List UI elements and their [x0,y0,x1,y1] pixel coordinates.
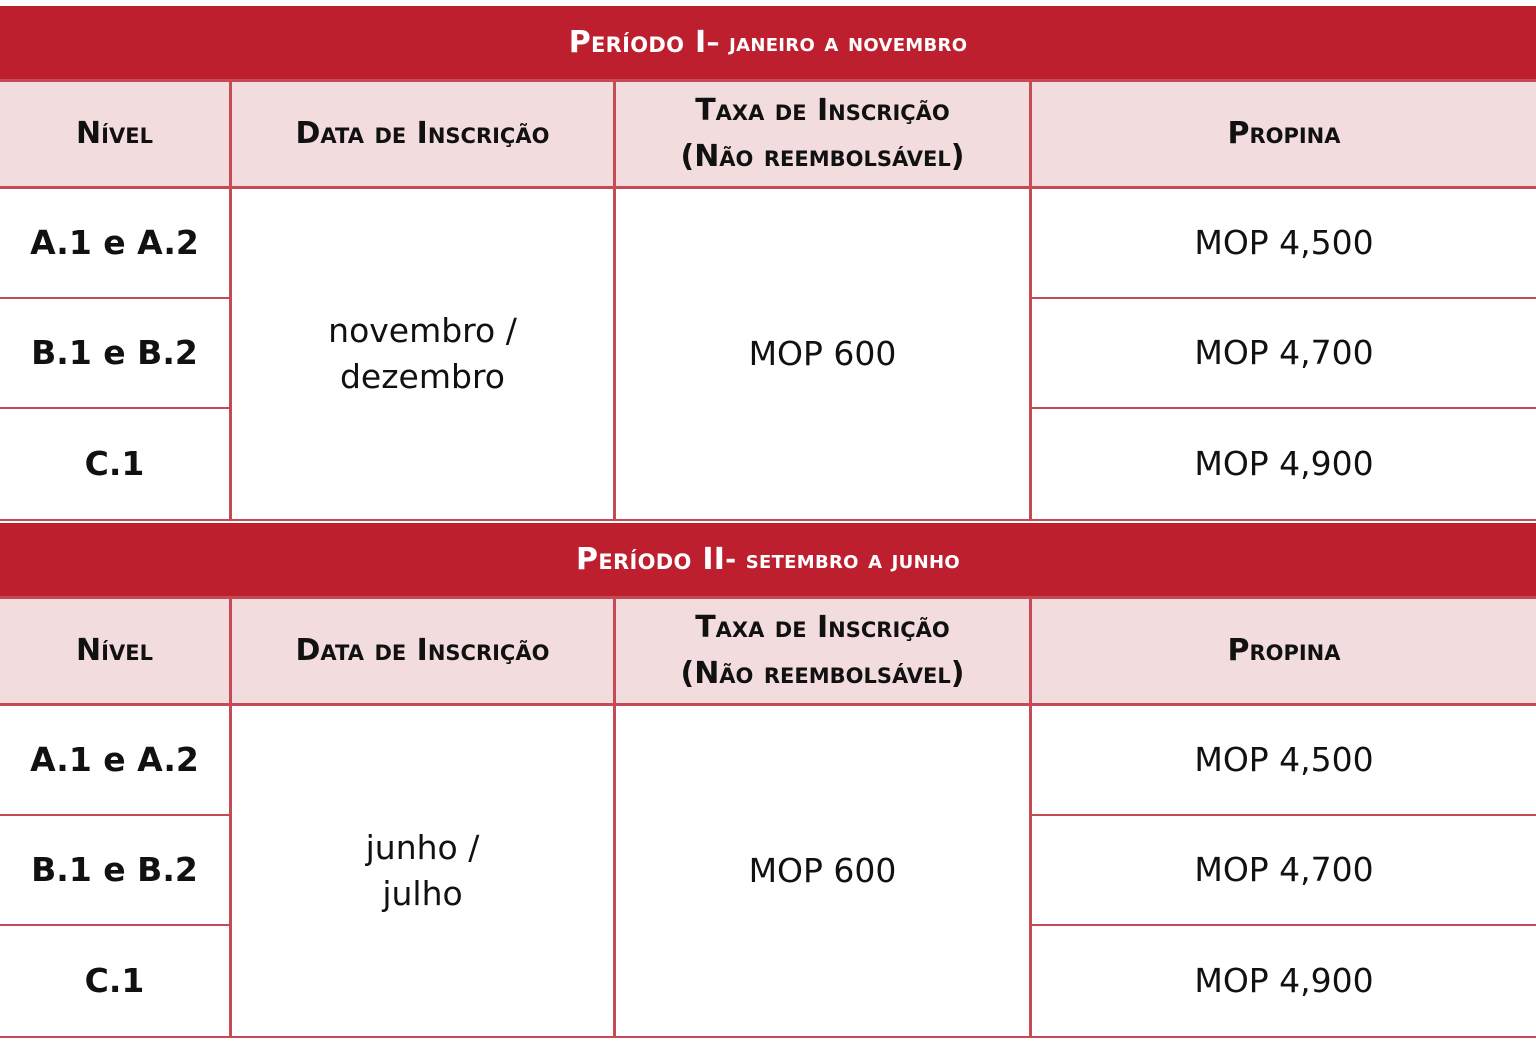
level-cell: C.1 [0,926,229,1036]
level-cell: C.1 [0,409,229,519]
price-cell: MOP 4,900 [1029,926,1536,1036]
header-nivel: Nível [0,79,229,189]
price-cell: MOP 4,500 [1029,189,1536,299]
registration-date-line1: novembro / [328,311,517,350]
price-cell: MOP 4,700 [1029,299,1536,409]
price-cell: MOP 4,500 [1029,706,1536,816]
period-2-table [0,523,1536,1038]
registration-date-line2: julho [382,874,463,913]
registration-fee-cell: MOP 600 [613,706,1029,1036]
header-taxa-line1: Taxa de Inscrição [695,610,950,645]
period-1-banner [0,6,1536,79]
header-taxa-line1: Taxa de Inscrição [695,93,950,128]
header-propina: Propina [1029,596,1536,706]
level-cell: A.1 e A.2 [0,189,229,299]
registration-date-cell [229,706,613,1036]
registration-date-line1: junho / [365,828,480,867]
period-1-table [0,6,1536,521]
level-cell: B.1 e B.2 [0,299,229,409]
period-2-title-main: Período II [576,542,726,577]
period-2-grid [0,596,1536,1038]
period-2-banner [0,523,1536,596]
level-cell: B.1 e B.2 [0,816,229,926]
registration-fee-cell: MOP 600 [613,189,1029,519]
period-1-title-rest: – janeiro a novembro [706,27,968,58]
header-taxa-inscricao [613,596,1029,706]
period-1-grid [0,79,1536,521]
header-propina: Propina [1029,79,1536,189]
period-2-title-rest: - setembro a junho [725,544,960,575]
header-data-inscricao: Data de Inscrição [229,79,613,189]
registration-date-cell [229,189,613,519]
header-data-inscricao: Data de Inscrição [229,596,613,706]
period-1-title-main: Período I [568,25,707,60]
header-taxa-line2: (Não reembolsável) [680,656,965,691]
level-cell: A.1 e A.2 [0,706,229,816]
registration-date-line2: dezembro [339,357,505,396]
header-taxa-inscricao [613,79,1029,189]
price-cell: MOP 4,900 [1029,409,1536,519]
header-nivel: Nível [0,596,229,706]
price-cell: MOP 4,700 [1029,816,1536,926]
header-taxa-line2: (Não reembolsável) [680,139,965,174]
